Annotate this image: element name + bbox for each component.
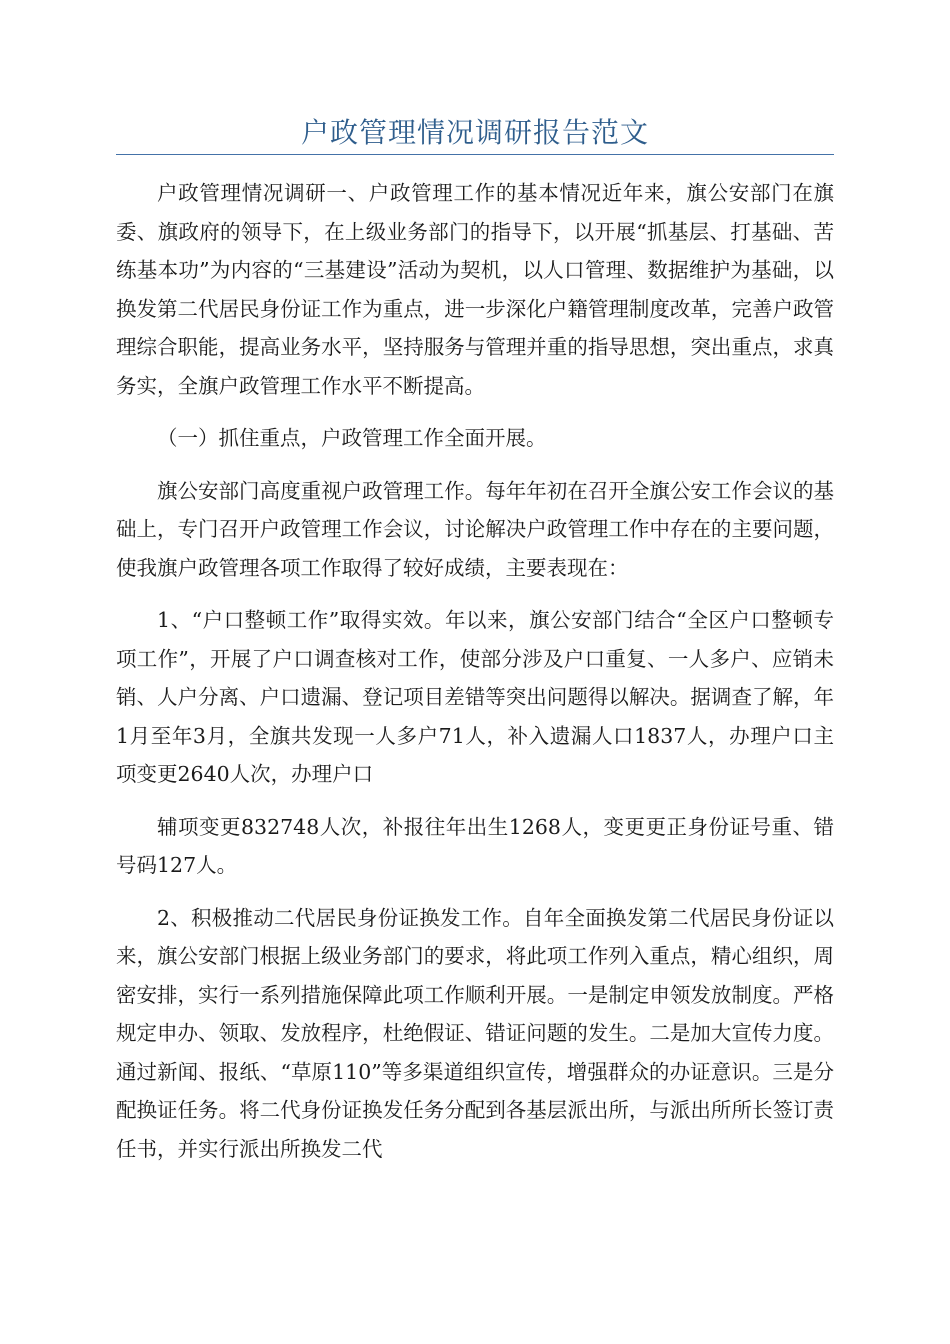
document-body [116, 174, 834, 1182]
paragraph-overview: 旗公安部门高度重视户政管理工作。每年年初在召开全旗公安工作会议的基础上，专门召开户政管理工作会议，讨论解决户政管理工作中存在的主要问题，使我旗户政管理各项工作取得了较好成绩，主要表现在： [116, 478, 834, 580]
paragraph-intro: 户政管理情况调研一、户政管理工作的基本情况近年来，旗公安部门在旗委、旗政府的领导下，在上级业务部门的指导下，以开展“抓基层、打基础、苦练基本功”为内容的“三基建设”活动为契机，以人口管理、数据维护为基础，以换发第二代居民身份证工作为重点，进一步深化户籍管理制度改革，完善户政管理综合职能，提高业务水平，坚持服务与管理并重的指导思想，突出重点，求真务实，全旗户政管理工作水平不断提高。 [116, 181, 834, 398]
paragraph-item-2: 2、积极推动二代居民身份证换发工作。自年全面换发第二代居民身份证以来，旗公安部门根据上级业务部门的要求，将此项工作列入重点，精心组织，周密安排，实行一系列措施保障此项工作顺利开展。一是制定申领发放制度。严格规定申办、领取、发放程序，杜绝假证、错证问题的发生。二是加大宣传力度。通过新闻、报纸、“草原110”等多渠道组织宣传，增强群众的办证意识。三是分配换证任务。将二代身份证换发任务分配到各基层派出所，与派出所所长签订责任书，并实行派出所换发二代 [116, 905, 834, 1161]
paragraph-item-1-continued: 辅项变更832748人次，补报往年出生1268人，变更更正身份证号重、错号码127人。 [116, 814, 834, 877]
paragraph-item-1: 1、“户口整顿工作”取得实效。年以来，旗公安部门结合“全区户口整顿专项工作”，开展了户口调查核对工作，使部分涉及户口重复、一人多户、应销未销、人户分离、户口遗漏、登记项目差错等突出问题得以解决。据调查了解，年1月至年3月，全旗共发现一人多户71人，补入遗漏人口1837人，办理户口主项变更2640人次，办理户口 [116, 608, 834, 786]
document-title: 户政管理情况调研报告范文 [300, 116, 649, 149]
paragraph-section-heading: （一）抓住重点，户政管理工作全面开展。 [157, 426, 547, 450]
title-underline [116, 154, 834, 155]
